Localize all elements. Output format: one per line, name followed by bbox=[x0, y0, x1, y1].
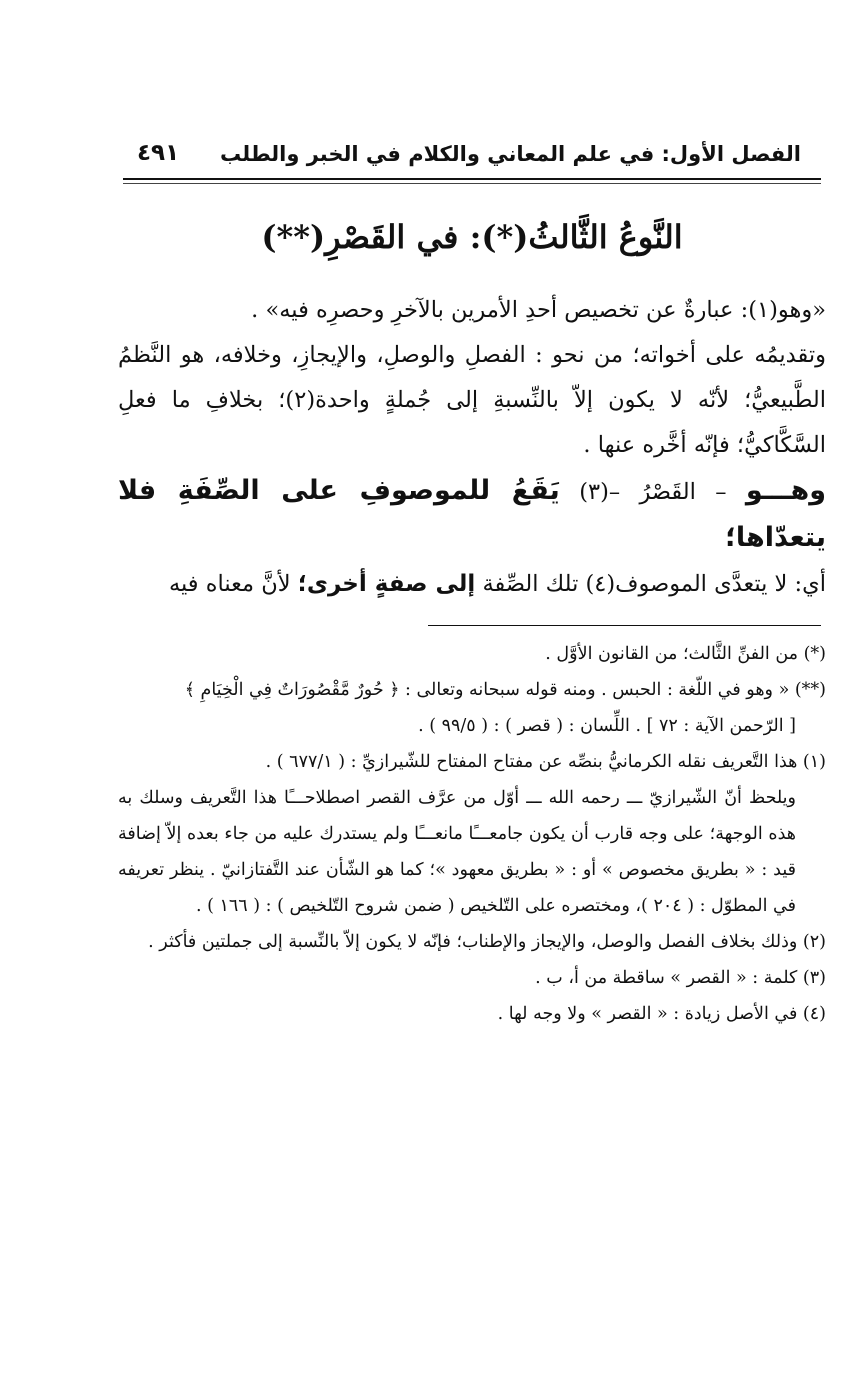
footnote-2: (٢) وذلك بخلاف الفصل والوصل، والإيجاز والإطناب؛ فإنّه لا يكون إلاّ بالنِّسبة إلى جملتين فأكثر . bbox=[148, 932, 826, 952]
header-rule bbox=[123, 178, 821, 180]
footnotes bbox=[118, 636, 826, 1032]
paragraph-explanation bbox=[118, 562, 826, 607]
footnote-4: (٤) في الأصل زيادة : « القصر » ولا وجه لها . bbox=[497, 1004, 826, 1024]
main-statement-emph: يَقَعُ للموصوفِ على الصِّفَةِ فلا يتعدّاها؛ bbox=[118, 475, 826, 553]
main-statement-dash: – القَصْرُ –(٣) bbox=[579, 479, 727, 505]
footnote-double-star-citation: [ الرّحمن الآية : ٧٢ ] . اللِّسان : ( قصر ) : ( ٩٩/٥ ) . bbox=[418, 716, 796, 736]
footnote-double-star: (**) « وهو في اللّغة : الحبس . ومنه قوله سبحانه وتعالى : ﴿ حُورٌ مَّقْصُورَاتٌ فِي الْخِيَامِ ﴾ bbox=[184, 680, 826, 700]
footnote-1-continuation: ويلحظ أنّ الشّيرازيّ ـــ رحمه الله ـــ أوّل من عرَّف القصر اصطلاحـــًا هذا التَّعريف وسلك به هذه الوجهة؛ على وجه قارب أن يكون جامعـــًا مانعـــًا ولم يستدرك عليه من جاء بعده إلاّ إضافة قيد : « بطريق مخصوص » أو : « بطريق معهود »؛ كما هو الشّأن عند التَّفتازانيّ . ينظر تعريفه في المطوّل : ( ٢٠٤ )، ومختصره على التّلخيص ( ضمن شروح التّلخيص ) : ( ١٦٦ ) . bbox=[118, 788, 796, 916]
main-statement-lead: وهـــو bbox=[745, 475, 827, 506]
explanation-emph: إلى صفةٍ أخرى؛ bbox=[297, 571, 476, 597]
running-header-title: الفصل الأول: في علم المعاني والكلام في الخبر والطلب bbox=[220, 142, 801, 166]
footnote-star: (*) من الفنِّ الثَّالث؛ من القانون الأوَّل . bbox=[545, 644, 826, 664]
main-text bbox=[118, 288, 826, 607]
paragraph-main-statement bbox=[118, 468, 826, 562]
paragraph-order: وتقديمُه على أخواته؛ من نحو : الفصلِ والوصلِ، والإيجازِ، وخلافه، هو النَّظمُ الطَّبيعيُّ؛ لأنّه لا يكون إلاّ بالنِّسبةِ إلى جُملةٍ واحدة(٢)؛ بخلافِ ما فعلِ السَّكَّاكيُّ؛ فإنّه أخَّره عنها . bbox=[118, 342, 827, 458]
paragraph-definition: «وهو(١): عبارةٌ عن تخصيص أحدِ الأمرين بالآخرِ وحصرِه فيه» . bbox=[251, 297, 826, 323]
explanation-part-a: أي: لا يتعدَّى الموصوف(٤) تلك الصِّفة bbox=[482, 571, 826, 597]
section-title: النَّوعُ الثَّالثُ(*): في القَصْرِ(**) bbox=[261, 218, 683, 256]
page-number: ٤٩١ bbox=[137, 140, 180, 166]
header-rule-thin bbox=[123, 183, 821, 184]
footnote-1: (١) هذا التَّعريف نقله الكرمانيُّ بنصِّه عن مفتاح المفتاح للشّيرازيِّ : ( ٦٧٧/١ ) . bbox=[265, 752, 826, 772]
footnote-3: (٣) كلمة : « القصر » ساقطة من أ، ب . bbox=[535, 968, 826, 988]
explanation-part-b: لأنَّ معناه فيه bbox=[168, 571, 291, 597]
footnote-rule bbox=[428, 625, 821, 626]
running-header bbox=[123, 138, 821, 178]
